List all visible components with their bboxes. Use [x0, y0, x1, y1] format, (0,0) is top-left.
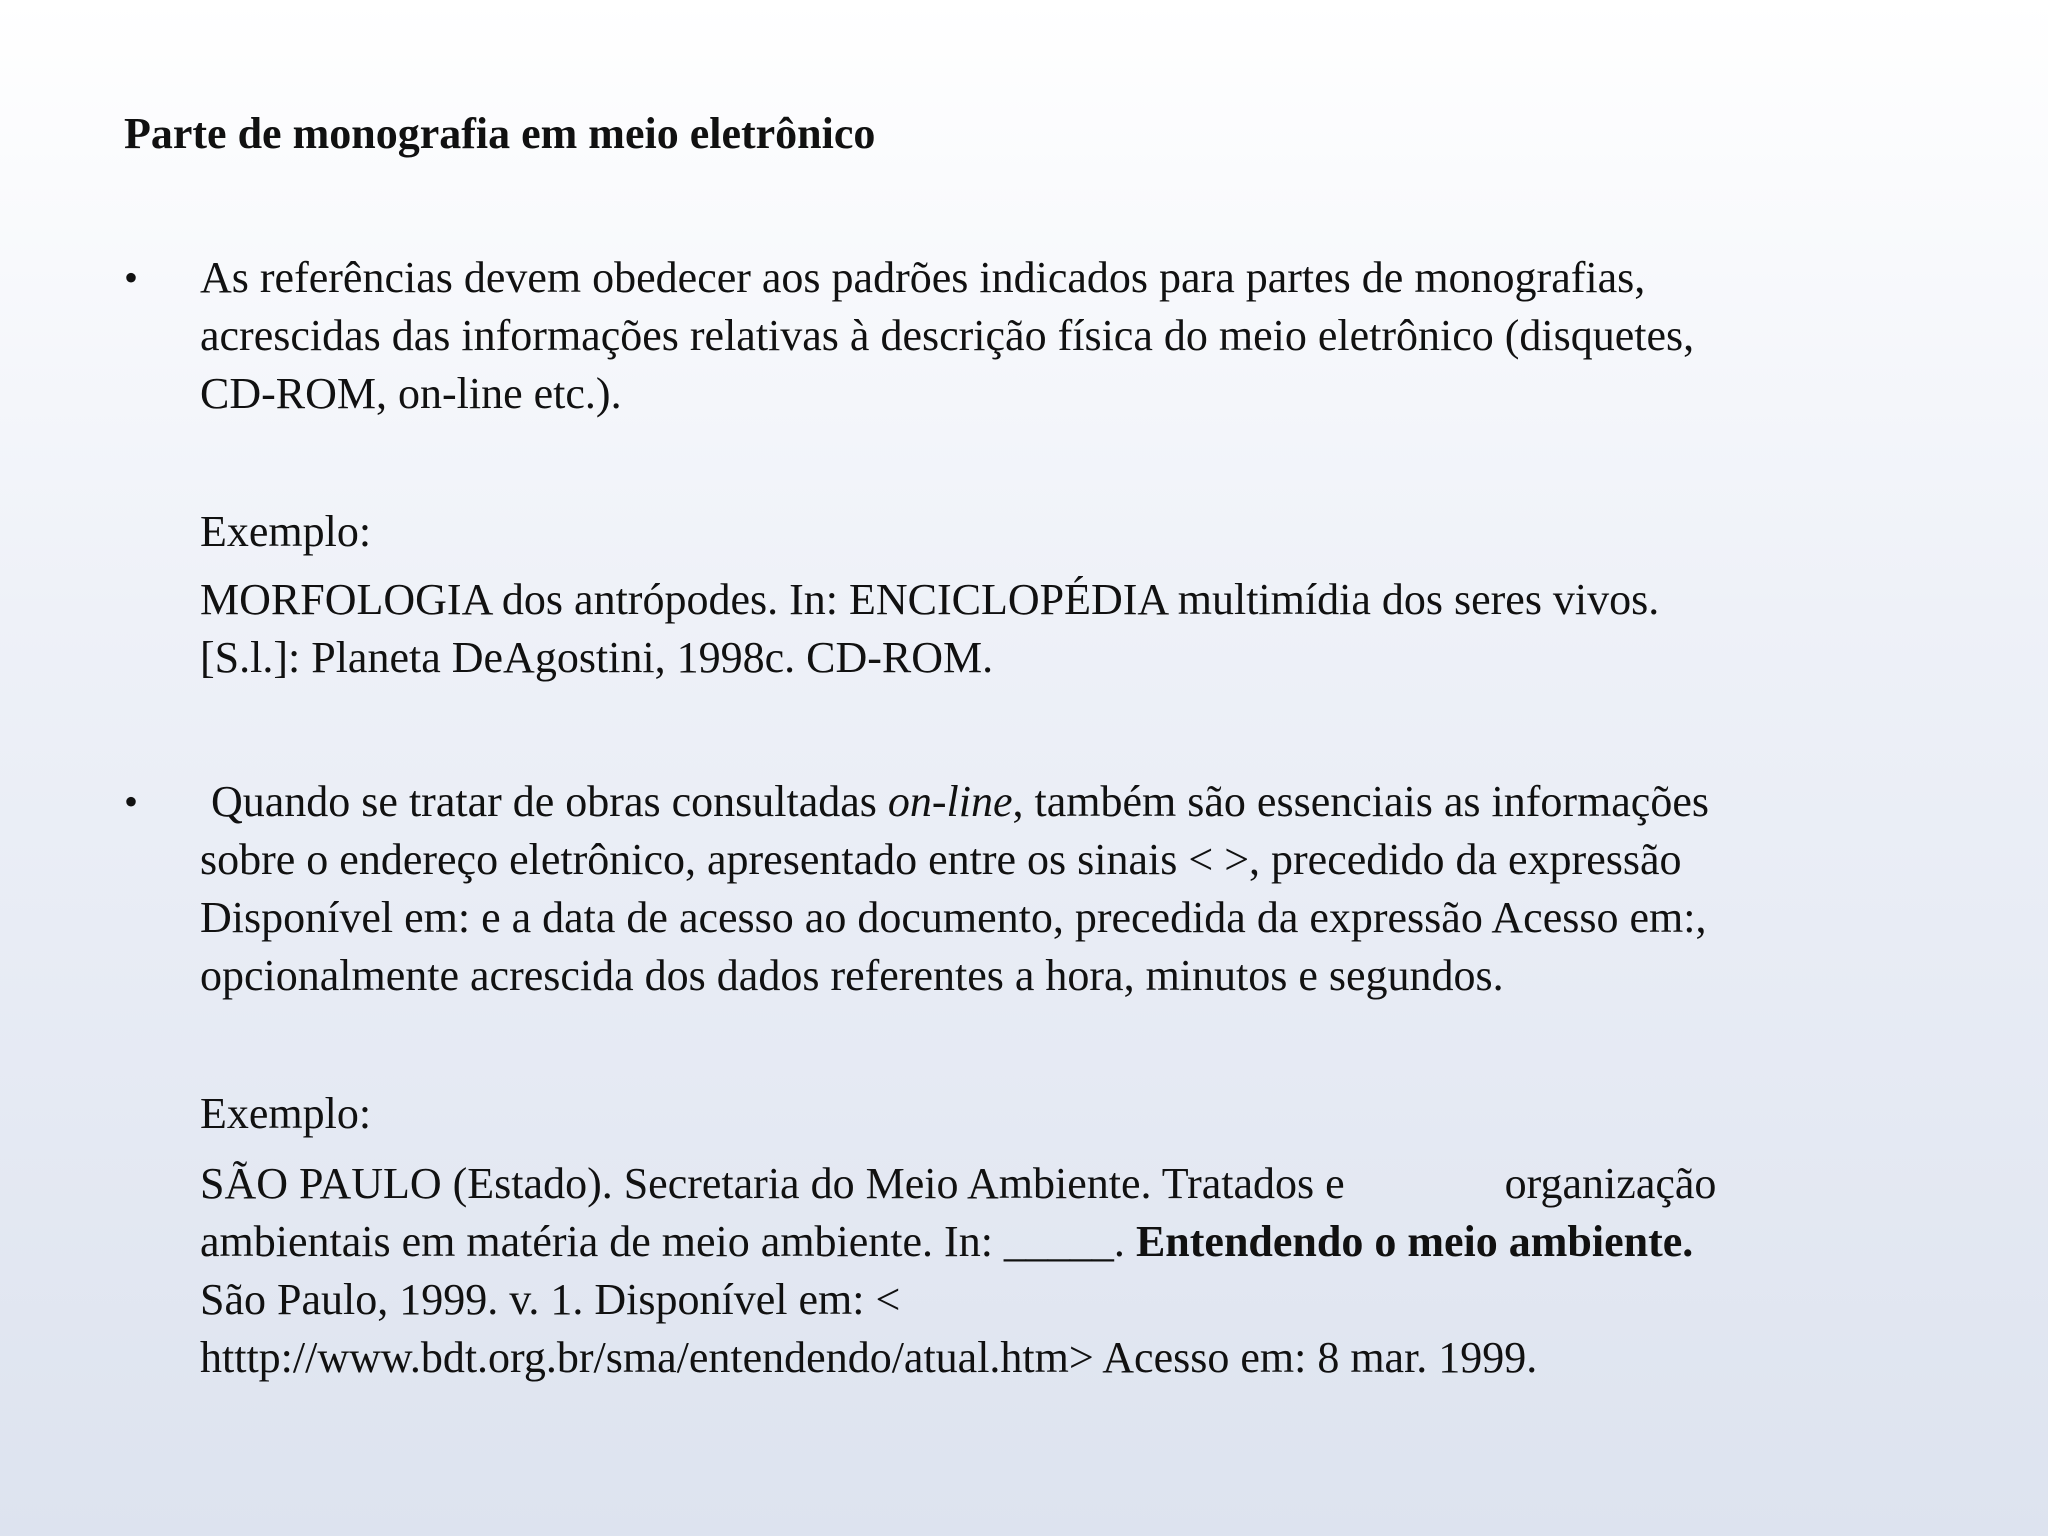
reference-line: São Paulo, 1999. v. 1. Disponível em: < — [200, 1275, 901, 1324]
paragraph-line — [200, 773, 1900, 831]
reference-line — [200, 1155, 1900, 1213]
paragraph-2 — [200, 773, 1900, 1005]
example-reference-1 — [200, 571, 1900, 687]
reference-text: SÃO PAULO (Estado). Secretaria do Meio Ambiente. Tratados e — [200, 1159, 1345, 1208]
reference-line: [S.l.]: Planeta DeAgostini, 1998c. CD-ROM. — [200, 633, 994, 682]
example-reference-2 — [200, 1155, 1900, 1387]
paragraph-line: As referências devem obedecer aos padrões indicados para partes de monografias, — [200, 253, 1646, 302]
reference-bold-title: Entendendo o meio ambiente. — [1135, 1217, 1694, 1266]
paragraph-line: opcionalmente acrescida dos dados referentes a hora, minutos e segundos. — [200, 951, 1504, 1000]
emphasis-online: on-line — [887, 777, 1013, 826]
slide-title: Parte de monografia em meio eletrônico — [124, 109, 876, 158]
reference-text: ambientais em matéria de meio ambiente. In: _____. — [200, 1217, 1136, 1266]
reference-text: organização — [1504, 1159, 1717, 1208]
paragraph-line: Disponível em: e a data de acesso ao documento, precedida da expressão Acesso em:, — [200, 893, 1707, 942]
bullet-marker: • — [124, 255, 139, 300]
reference-line: htttp://www.bdt.org.br/sma/entendendo/atual.htm> Acesso em: 8 mar. 1999. — [200, 1333, 1538, 1382]
reference-line: MORFOLOGIA dos antrópodes. In: ENCICLOPÉDIA multimídia dos seres vivos. — [200, 575, 1660, 624]
paragraph-line: acrescidas das informações relativas à descrição física do meio eletrônico (disquetes, — [200, 311, 1695, 360]
bullet-marker: • — [124, 779, 139, 824]
paragraph-line: CD-ROM, on-line etc.). — [200, 369, 622, 418]
paragraph-1 — [200, 249, 1900, 423]
example-label: Exemplo: — [200, 1089, 372, 1138]
paragraph-line: sobre o endereço eletrônico, apresentado entre os sinais < >, precedido da expressão — [200, 835, 1682, 884]
paragraph-text: Quando se tratar de obras consultadas — [200, 777, 888, 826]
paragraph-text: , também são essenciais as informações — [1012, 777, 1709, 826]
reference-line — [200, 1213, 1900, 1271]
example-label: Exemplo: — [200, 507, 372, 556]
